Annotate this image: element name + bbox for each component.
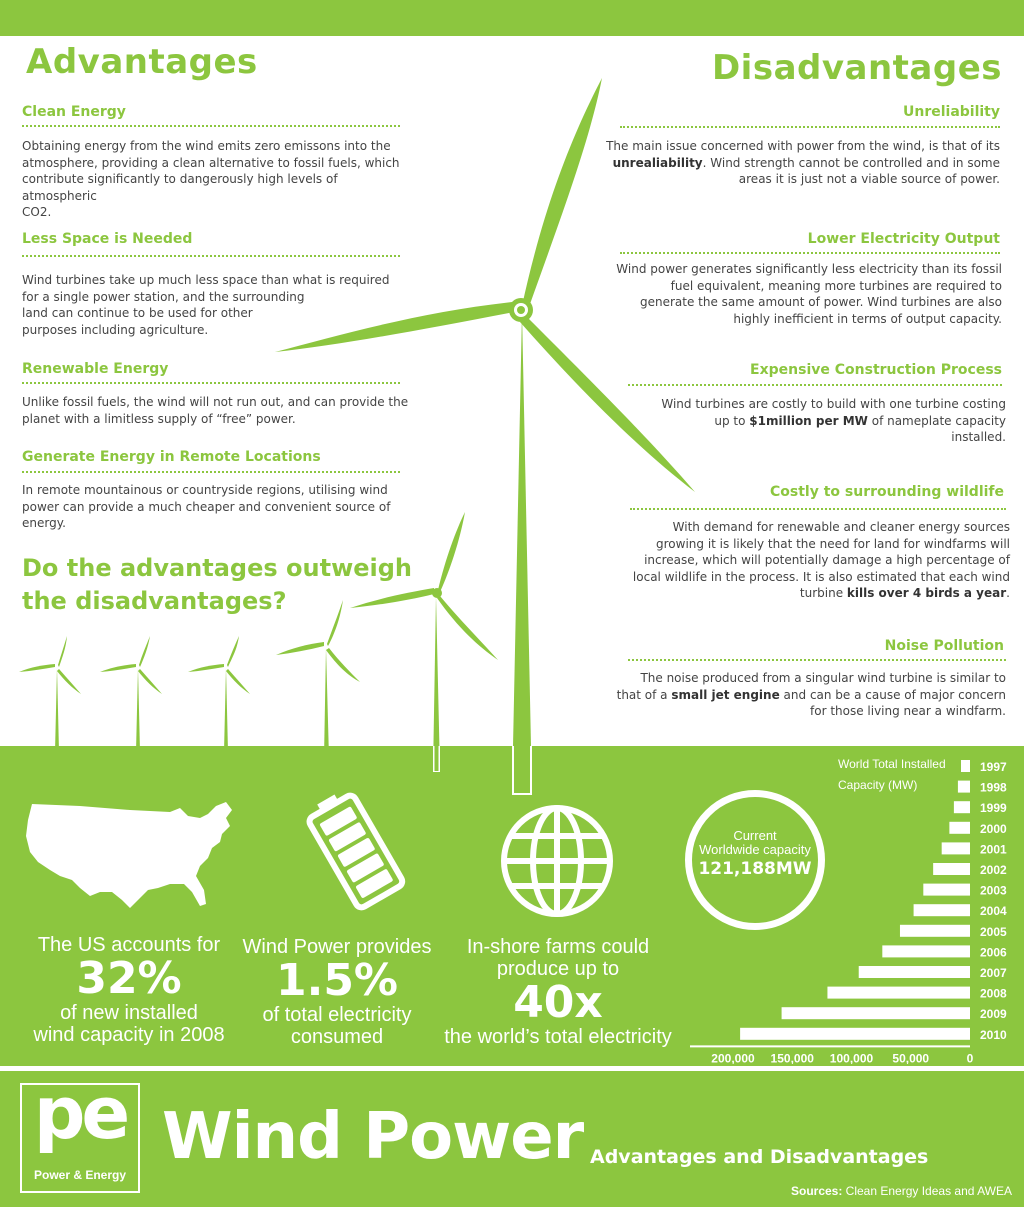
sources-text: Clean Energy Ideas and AWEA	[842, 1184, 1012, 1198]
text-line: local wildlife in the process. It is also estimated that each wind	[632, 569, 1010, 584]
text-line: contribute significantly to dangerously high levels of atmospheric	[22, 172, 338, 203]
chart-category-label: 2007	[980, 966, 1007, 980]
text-line: turbine kills over 4 birds a year.	[799, 586, 1010, 600]
globe-icon	[498, 802, 616, 920]
advantages-heading: Advantages	[26, 42, 258, 82]
advantage-title: Less Space is Needed	[22, 231, 193, 247]
disadvantage-title: Noise Pollution	[884, 638, 1004, 654]
chart-tick-label: 150,000	[770, 1051, 814, 1064]
page-title: Wind Power	[162, 1100, 584, 1174]
chart-bar	[933, 863, 970, 875]
chart-bar	[859, 966, 970, 978]
text-line: that of a small jet engine and can be a cause of major concern	[616, 687, 1006, 702]
capacity-value: 121,188MW	[698, 859, 812, 879]
chart-category-label: 2005	[980, 924, 1007, 939]
chart-bar	[914, 904, 970, 916]
us-stat-pre: The US accounts for	[37, 934, 221, 956]
electricity-stat-pre: Wind Power provides	[242, 936, 432, 958]
chart-bar	[827, 987, 970, 999]
text-line: planet with a limitless supply of “free” power.	[22, 411, 296, 426]
capacity-label: Worldwide capacity	[699, 842, 811, 857]
text-line: for a single power station, and the surrounding	[22, 289, 305, 304]
text-line: Wind turbines are costly to build with one turbine costing	[661, 397, 1006, 411]
text-line: generate the same amount of power. Wind turbines are also	[639, 295, 1002, 309]
question-heading: Do the advantages outweigh the disadvantages?	[22, 554, 413, 615]
us-stat-post: of new installed	[60, 1002, 198, 1024]
inshore-stat	[428, 936, 688, 1048]
us-stat-value: 32%	[76, 953, 182, 1004]
inshore-stat-value: 40x	[513, 977, 603, 1028]
chart-category-label: 2000	[980, 821, 1007, 836]
text-line: areas it is just not a viable source of power.	[738, 172, 1000, 186]
emphasis-text: kills over 4 birds a year	[846, 586, 1007, 600]
chart-tick-label: 0	[966, 1051, 974, 1064]
electricity-stat	[232, 936, 442, 1048]
chart-title: World Total Installed Capacity (MW)	[838, 757, 946, 792]
chart-bar	[882, 945, 970, 957]
chart-category-label: 1999	[980, 801, 1007, 816]
capacity-bar-chart	[690, 748, 1024, 1064]
chart-tick-label: 100,000	[829, 1051, 874, 1064]
chart-category-label: 2010	[980, 1027, 1007, 1042]
usa-map-icon	[20, 796, 250, 916]
text-line: atmosphere, providing a clean alternative to fossil fuels, which	[22, 155, 400, 170]
emphasis-text: small jet engine	[671, 687, 780, 702]
advantage-title: Clean Energy	[22, 104, 126, 120]
chart-bar	[961, 760, 970, 772]
sources	[791, 1184, 1012, 1198]
battery-icon	[290, 790, 420, 915]
chart-bar	[942, 842, 970, 854]
inshore-stat-pre: In-shore farms could	[466, 936, 650, 958]
disadvantage-title: Unreliability	[902, 104, 1000, 120]
chart-bar	[740, 1028, 970, 1040]
text-line: increase, which will potentially damage a high percentage of	[644, 553, 1010, 567]
electricity-stat-post: consumed	[290, 1026, 384, 1048]
sources-label: Sources:	[790, 1184, 843, 1198]
text-line: highly inefficient in terms of output capacity.	[733, 311, 1002, 326]
text-line: up to $1million per MW of nameplate capacity	[714, 413, 1006, 428]
emphasis-text: $1million per MW	[749, 413, 868, 428]
disadvantages-heading: Disadvantages	[711, 48, 1002, 88]
chart-category-label: 2006	[980, 945, 1007, 960]
logo-mark: pe	[33, 1071, 127, 1155]
text-line: fuel equivalent, meaning more turbines are required to	[670, 278, 1002, 293]
text-line: Obtaining energy from the wind emits zero emissons into the	[22, 139, 391, 153]
chart-bar	[923, 884, 970, 896]
advantage-title: Renewable Energy	[22, 361, 169, 377]
text-line: The main issue concerned with power from the wind, is that of its	[606, 139, 1000, 153]
text-line: CO2.	[22, 205, 52, 219]
disadvantage-title: Costly to surrounding wildlife	[770, 484, 1004, 500]
chart-category-label: 2004	[980, 904, 1007, 919]
chart-category-label: 2008	[980, 986, 1007, 1001]
text-line: installed.	[951, 430, 1006, 444]
inshore-stat-pre: produce up to	[496, 958, 620, 980]
emphasis-text: unrealiability	[612, 155, 703, 170]
text-line: Unlike fossil fuels, the wind will not run out, and can provide the	[22, 395, 409, 409]
chart-bar	[954, 801, 970, 813]
electricity-stat-value: 1.5%	[275, 955, 399, 1006]
text-line: The noise produced from a singular wind turbine is similar to	[640, 671, 1006, 685]
text-line: Wind power generates significantly less electricity than its fossil	[616, 262, 1002, 276]
text-line: energy.	[22, 516, 66, 530]
inshore-stat-post: the world’s total electricity	[444, 1026, 672, 1048]
chart-bar	[782, 1007, 970, 1019]
chart-category-label: 2003	[980, 883, 1007, 898]
us-stat	[14, 934, 244, 1046]
chart-category-label: 1997	[980, 760, 1007, 774]
text-line: land can continue to be used for other	[22, 306, 253, 320]
logo-caption: Power & Energy	[33, 1168, 127, 1182]
text-line: Wind turbines take up much less space than what is required	[22, 273, 390, 287]
disadvantage-title: Lower Electricity Output	[807, 231, 1000, 247]
capacity-label: Current	[733, 828, 777, 843]
advantage-title: Generate Energy in Remote Locations	[22, 449, 321, 465]
chart-tick-label: 200,000	[711, 1051, 755, 1064]
text-line: unrealiability. Wind strength cannot be controlled and in some	[612, 155, 1000, 170]
text-line: In remote mountainous or countryside regions, utilising wind	[22, 483, 388, 497]
electricity-stat-post: of total electricity	[262, 1004, 412, 1026]
text-line: power can provide a much cheaper and convenient source of	[22, 499, 391, 514]
chart-category-label: 2002	[980, 863, 1007, 877]
text-line: for those living near a windfarm.	[810, 704, 1006, 718]
chart-category-label: 2001	[980, 842, 1007, 857]
chart-tick-label: 50,000	[892, 1051, 930, 1064]
chart-bar	[958, 781, 970, 793]
chart-bar	[949, 822, 970, 834]
text-line: With demand for renewable and cleaner energy sources	[672, 520, 1010, 534]
text-line: growing it is likely that the need for land for windfarms will	[656, 536, 1010, 551]
chart-bar	[900, 925, 970, 937]
page-subtitle: Advantages and Disadvantages	[590, 1146, 929, 1168]
chart-category-label: 1998	[980, 780, 1007, 795]
text-line: purposes including agriculture.	[22, 322, 209, 337]
disadvantage-title: Expensive Construction Process	[750, 362, 1002, 378]
us-stat-post: wind capacity in 2008	[33, 1024, 225, 1046]
chart-category-label: 2009	[980, 1007, 1007, 1022]
